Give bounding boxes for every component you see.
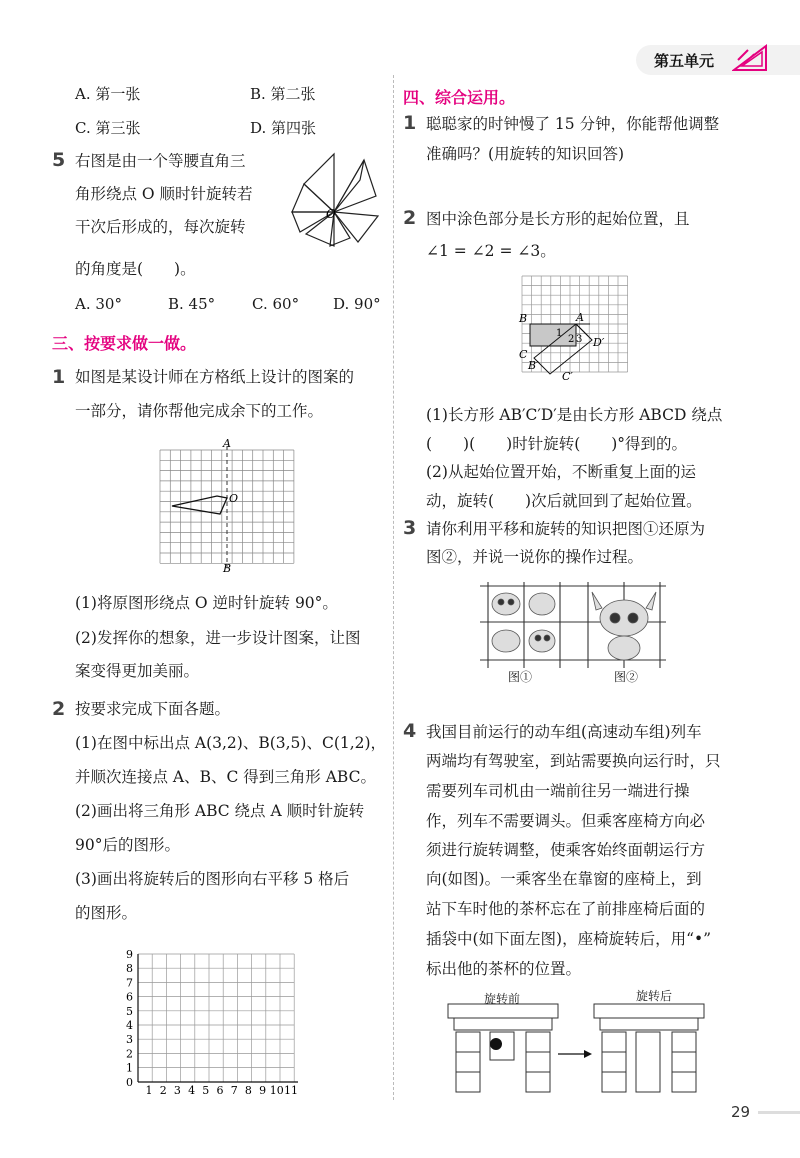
question-number: 2 (52, 698, 66, 720)
q5-line: 干次后形成的，每次旋转 (75, 218, 246, 236)
s3q1-line: 一部分，请你帮他完成余下的工作。 (75, 402, 324, 420)
y-tick-label: 7 (126, 976, 133, 990)
s3q2-line: 并顺次连接点 A、B、C 得到三角形 ABC。 (75, 768, 376, 786)
x-tick-label: 2 (159, 1084, 167, 1096)
label-b-prime: B′ (528, 359, 539, 372)
y-tick-label: 4 (126, 1019, 133, 1032)
y-tick-label: 1 (126, 1061, 133, 1075)
cat-complete (592, 592, 656, 660)
y-tick-label: 3 (126, 1033, 133, 1047)
ruler-triangle-icon (732, 42, 768, 72)
figure-caption-1: 图① (508, 670, 533, 684)
q5-option-d: D. 90° (333, 295, 381, 313)
train-seats-figure (446, 1002, 716, 1098)
question-number: 5 (52, 149, 66, 171)
s3q1-part: (2)发挥你的想象，进一步设计图案，让图 (75, 629, 361, 647)
q5-option-c: C. 60° (252, 295, 300, 313)
angle-1: 1 (556, 328, 563, 339)
s3q2-line: (2)画出将三角形 ABC 绕点 A 顺时针旋转 (75, 802, 365, 820)
center-label-o: O (229, 492, 239, 505)
figure-caption-2: 图② (614, 670, 639, 684)
s4q4-line: 标出他的茶杯的位置。 (426, 960, 582, 978)
x-tick-label: 10 (269, 1084, 284, 1096)
question-number: 3 (403, 517, 417, 539)
page-number-bar (758, 1111, 800, 1114)
label-d-prime: D′ (593, 336, 605, 349)
x-tick-label: 6 (216, 1084, 224, 1096)
y-tick-label: 2 (126, 1047, 133, 1061)
s4q2-part: ( )( )时针旋转( )°得到的。 (426, 435, 688, 453)
angle-3: 3 (576, 334, 583, 345)
s3q2-line: (3)画出将旋转后的图形向右平移 5 格后 (75, 870, 350, 888)
s4q1-line: 聪聪家的时钟慢了 15 分钟，你能帮他调整 (426, 115, 720, 133)
x-tick-label: 4 (188, 1084, 196, 1096)
x-tick-label: 7 (230, 1084, 238, 1096)
y-tick-label: 9 (126, 948, 133, 961)
s4q1-line: 准确吗？(用旋转的知识回答) (426, 145, 625, 163)
page-number: 29 (731, 1103, 751, 1121)
center-label-o: O (326, 207, 336, 221)
q5-option-a: A. 30° (75, 295, 122, 313)
x-tick-label: 1 (145, 1084, 153, 1096)
s3q2-line: (1)在图中标出点 A(3,2)、B(3,5)、C(1,2)， (75, 734, 387, 752)
s4q4-line: 插袋中(如下面左图)，座椅旋转后，用“•” (426, 930, 712, 948)
caption-before: 旋转前 (484, 992, 521, 1006)
s4q2-part: 动，旋转( )次后就回到了起始位置。 (426, 492, 702, 510)
label-a: A (576, 311, 584, 324)
s3q1-part: 案变得更加美丽。 (75, 662, 200, 680)
question-number: 4 (403, 720, 417, 742)
label-c-prime: C′ (562, 370, 573, 383)
coordinate-grid (118, 944, 308, 1096)
x-tick-label: 8 (244, 1084, 252, 1096)
s4q2-line: ∠1 = ∠2 = ∠3。 (426, 242, 556, 260)
q5-line: 角形绕点 O 顺时针旋转若 (75, 185, 253, 203)
option-a: A. 第一张 (75, 85, 141, 103)
s4q4-line: 向(如图)。一乘客坐在靠窗的座椅上，到 (426, 870, 702, 888)
s4q4-line: 作，列车不需要调头。但乘客座椅方向必 (426, 812, 706, 830)
x-tick-label: 9 (259, 1084, 267, 1096)
angle-2: 2 (568, 334, 575, 345)
column-divider (393, 75, 394, 1100)
section-heading: 四、综合运用。 (403, 88, 516, 107)
x-tick-label: 11 (284, 1084, 298, 1096)
q5-line: 的角度是( )。 (75, 260, 196, 278)
option-d: D. 第四张 (250, 119, 317, 137)
section-heading: 三、按要求做一做。 (52, 334, 197, 353)
option-c: C. 第三张 (75, 119, 141, 137)
s4q4-line: 两端均有驾驶室，到站需要换向运行时，只 (426, 752, 721, 770)
s3q1-part: (1)将原图形绕点 O 逆时针旋转 90°。 (75, 594, 338, 612)
q5-line: 右图是由一个等腰直角三 (75, 152, 246, 170)
design-grid (150, 438, 300, 576)
s4q4-line: 需要列车司机由一端前往另一端进行操 (426, 782, 690, 800)
y-tick-label: 5 (126, 1004, 133, 1018)
pinwheel-figure (290, 150, 382, 250)
x-tick-label: 5 (202, 1084, 210, 1096)
s3q1-line: 如图是某设计师在方格纸上设计的图案的 (75, 368, 355, 386)
s3q2-line: 90°后的图形。 (75, 836, 180, 854)
axis-label-a: A (223, 438, 231, 450)
origin-label: 0 (126, 1076, 133, 1089)
cup-dot (490, 1038, 502, 1050)
s4q2-part: (1)长方形 AB′C′D′是由长方形 ABCD 绕点 (426, 406, 723, 424)
unit-label: 第五单元 (654, 52, 715, 70)
question-number: 1 (52, 366, 66, 388)
puzzle-figure (480, 582, 666, 668)
s4q4-line: 须进行旋转调整，使乘客始终面朝运行方 (426, 841, 706, 859)
x-tick-label: 3 (173, 1084, 181, 1096)
y-tick-label: 6 (126, 990, 133, 1004)
axis-label-b: B (223, 562, 232, 575)
s4q3-line: 请你利用平移和旋转的知识把图①还原为 (426, 520, 706, 538)
question-number: 1 (403, 112, 417, 134)
label-b: B (519, 312, 528, 325)
caption-after: 旋转后 (636, 989, 673, 1003)
s3q2-line: 按要求完成下面各题。 (75, 700, 231, 718)
q5-option-b: B. 45° (168, 295, 216, 313)
question-number: 2 (403, 207, 417, 229)
rectangle-rotation-figure (516, 272, 634, 384)
option-b: B. 第二张 (250, 85, 316, 103)
label-c: C (519, 348, 528, 361)
s3q2-line: 的图形。 (75, 904, 138, 922)
s4q2-line: 图中涂色部分是长方形的起始位置，且 (426, 210, 690, 228)
s4q4-line: 站下车时他的茶杯忘在了前排座椅后面的 (426, 900, 706, 918)
arrow-right-icon (584, 1050, 592, 1058)
y-tick-label: 8 (126, 962, 133, 976)
s4q4-line: 我国目前运行的动车组(高速动车组)列车 (426, 723, 702, 741)
s4q3-line: 图②，并说一说你的操作过程。 (426, 548, 644, 566)
s4q2-part: (2)从起始位置开始，不断重复上面的运 (426, 463, 696, 481)
